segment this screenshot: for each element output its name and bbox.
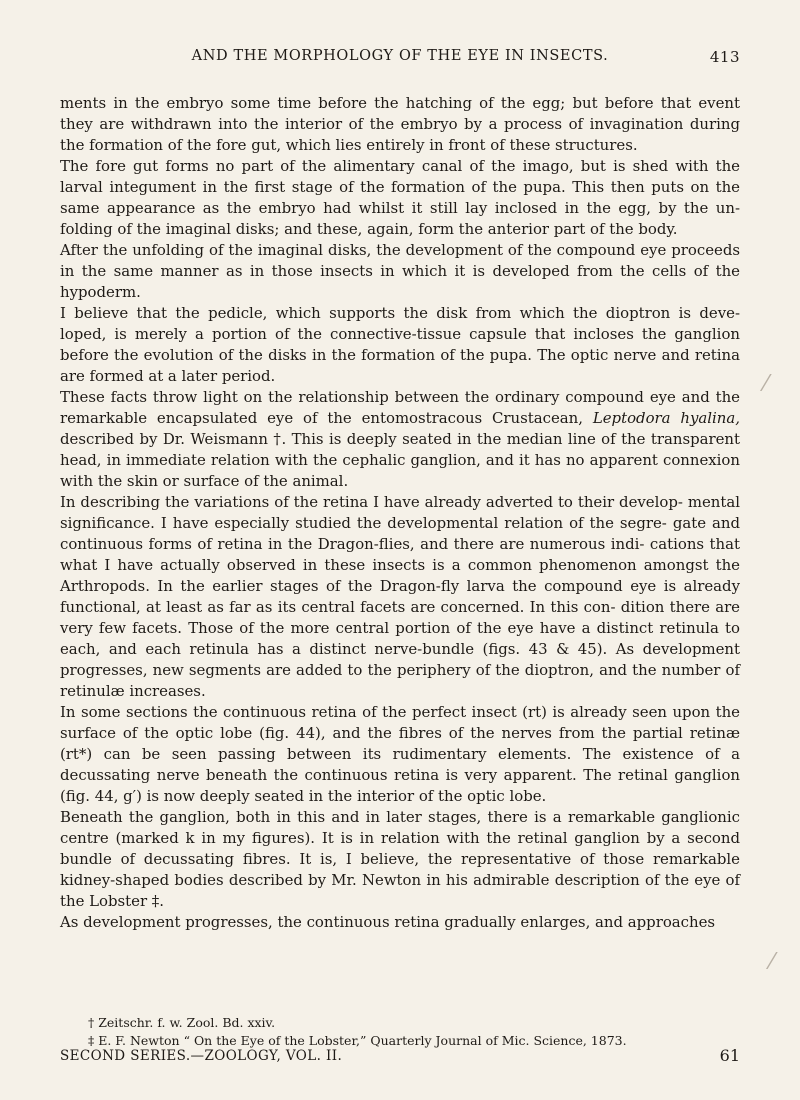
running-head	[60, 48, 740, 72]
paragraph-3: After the unfolding of the imaginal disks, the development of the compound eye proceeds in the same manner as in those insects in which it is developed from the cells of the hypoderm.	[60, 241, 740, 301]
paragraph-5	[60, 387, 740, 492]
species-name: Leptodora hyalina,	[592, 409, 740, 427]
paragraph-6: In describing the variations of the retina I have already adverted to their develop- mental significance. I have especially studied the developmental relation of the segre- gate and continuous forms of retina in the Dragon-flies, and there are numerous indi- cations that what I have actually observed in these insects is a common phenomenon amongst the Arthropods. In the earlier stages of the Dragon-fly larva the compound eye is already functional, at least as far as its central facets are concerned. In this con- dition there are very few facets. Those of the more central portion of the eye have a distinct retinula to each, and each retinula has a distinct nerve-bundle (figs. 43 & 45). As development progresses, new segments are added to the periphery of the dioptron, and the number of retinulæ increases.	[60, 493, 740, 700]
paragraph-9: As development progresses, the continuous retina gradually enlarges, and approaches	[60, 913, 716, 931]
paragraph-8: Beneath the ganglion, both in this and in later stages, there is a remarkable ganglionic centre (marked k in my figures). It is in relation with the retinal ganglion by a second bundle of decussating fibres. It is, I believe, the representative of those remarkable kidney-shaped bodies described by Mr. Newton in his admirable description of the eye of the Lobster ‡.	[60, 808, 740, 910]
series-line: SECOND SERIES.—ZOOLOGY, VOL. II.	[60, 1048, 343, 1064]
paragraph-1: ments in the embryo some time before the hatching of the egg; but before that event they are withdrawn into the interior of the embryo by a process of invagination during the formation of the fore gut, which lies entirely in front of these structures.	[60, 94, 740, 154]
margin-pencil-mark: ⁄	[770, 950, 774, 975]
running-title: AND THE MORPHOLOGY OF THE EYE IN INSECTS.	[191, 48, 609, 64]
margin-pencil-mark: ⁄	[764, 372, 768, 397]
paragraph-5-before: These facts throw light on the relationship between the ordinary compound eye and the remarkable encapsulated eye of the entomostracous Crustacean,	[60, 388, 740, 427]
paragraph-4: I believe that the pedicle, which supports the disk from which the dioptron is deve- loped, is merely a portion of the connective-tissue capsule that incloses the ganglion before the evolution of the disks in the formation of the pupa. The optic nerve and retina are formed at a later period.	[60, 304, 740, 385]
footnote-1: † Zeitschr. f. w. Zool. Bd. xxiv.	[88, 1015, 276, 1030]
page-number: 413	[709, 48, 740, 66]
sheet-number: 61	[719, 1046, 740, 1065]
footnotes	[60, 1014, 740, 1050]
paragraph-7: In some sections the continuous retina of the perfect insect (rt) is already seen upon the surface of the optic lobe (fig. 44), and the fibres of the nerves from the partial retinæ (rt*) can be seen passing between its rudimentary elements. The existence of a decussating nerve beneath the continuous retina is very apparent. The retinal ganglion (fig. 44, g′) is now deeply seated in the interior of the optic lobe.	[60, 703, 740, 805]
paragraph-2: The fore gut forms no part of the alimentary canal of the imago, but is shed with the larval integument in the first stage of the formation of the pupa. This then puts on the same appearance as the embryo had whilst it still lay inclosed in the egg, by the un- folding of the imaginal disks; and these, again, form the anterior part of the body.	[60, 157, 740, 238]
footnote-2: ‡ E. F. Newton “ On the Eye of the Lobster,” Quarterly Journal of Mic. Science, 1873.	[88, 1033, 627, 1048]
body-text	[60, 93, 740, 933]
paragraph-5-after: described by Dr. Weismann †. This is deeply seated in the median line of the transparent head, in immediate relation with the cephalic ganglion, and it has no apparent connexion with the skin or surface of the animal.	[60, 430, 740, 490]
